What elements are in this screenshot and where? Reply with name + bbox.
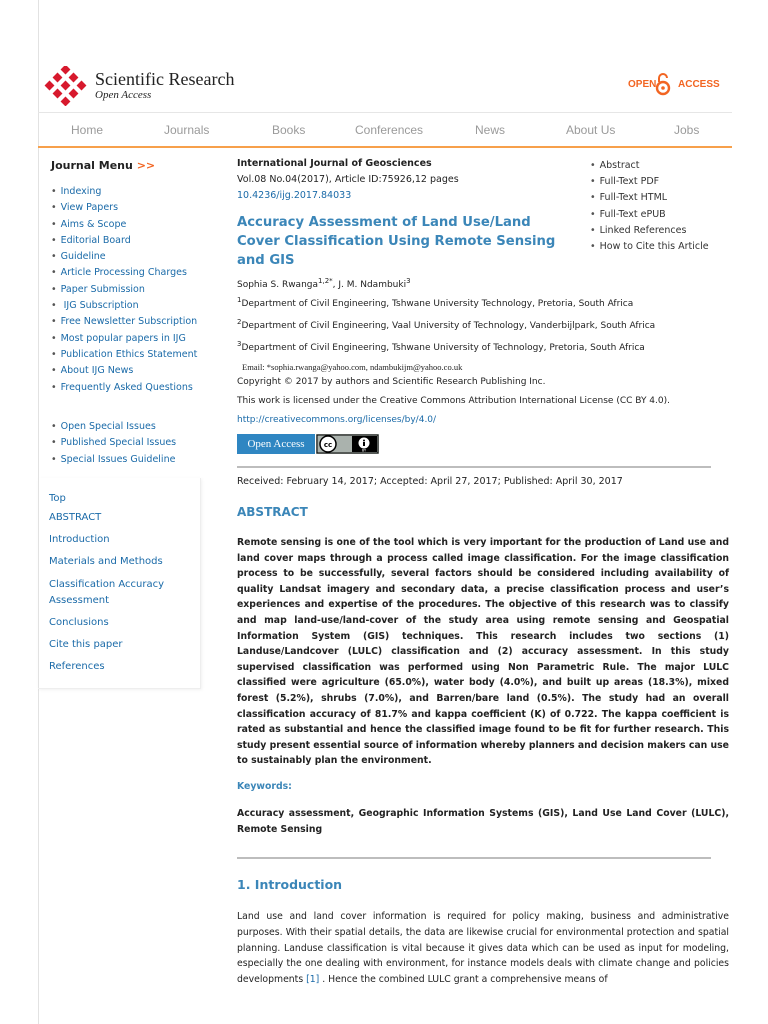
toc-abstract[interactable]: ABSTRACT [49,512,102,523]
journal-menu-arrows: >> [136,159,156,172]
brand-title[interactable]: Scientific Research [95,69,235,89]
affiliation-1-text: Department of Civil Engineering, Tshwane University Technology, Pretoria, South Africa [241,299,634,309]
special-item-guideline[interactable]: • Special Issues Guideline [51,452,176,468]
divider-top [237,466,711,468]
link-abstract[interactable]: • Abstract [590,158,709,174]
link-how-to-cite[interactable]: • How to Cite this Article [590,239,709,255]
link-full-text-epub[interactable]: • Full-Text ePUB [590,207,709,223]
menu-item-paper-submission[interactable]: • Paper Submission [51,282,197,298]
introduction-heading: 1. Introduction [237,877,343,892]
toc-references[interactable]: References [49,661,105,672]
abstract-text: Remote sensing is one of the tool which is very important for the production of Land use and land cover maps through a process called image classification. For the image classification process to be successfully, several factors should be considered including availability of quality Landsat imagery and secondary data, a precise classification process and user’s experiences and expertise of the procedures. The objective of this research was to classify and map land-use/land-cover of the study area using remote sensing and Geospatial Information System (GIS) techniques. This research includes two sections (1) Landuse/Landcover (LULC) classification and (2) accuracy assessment. In this study supervised classification was performed using Non Parametric Rule. The major LULC classified were agriculture (65.0%), water body (4.0%), and built up areas (18.3%), mixed forest (5.2%), shrubs (7.0%), and Barren/bare land (0.5%). The study had an overall classification accuracy of 81.7% and kappa coefficient (K) of 0.722. The kappa coefficient is rated as substantial and hence the classified image found to be fit for further research. This study present essential source of information whereby planners and decision makers can use to sustainably plan the environment. [237,537,729,767]
menu-item-ijg-subscription[interactable]: • IJG Subscription [51,298,197,314]
journal-menu-list [51,184,197,396]
nav-bottom-rule [38,146,732,148]
nav-home[interactable]: Home [71,123,104,137]
toc-conclusions[interactable]: Conclusions [49,617,109,628]
affiliation-2 [237,318,655,331]
menu-item-indexing[interactable]: • Indexing [51,184,197,200]
affiliation-3-text: Department of Civil Engineering, Tshwane University of Technology, Pretoria, South Africa [241,343,645,353]
license-url-link[interactable]: http://creativecommons.org/licenses/by/4.0/ [237,415,437,425]
author-2-affil: 3 [406,277,411,285]
introduction-text [237,909,729,988]
citation-link-1[interactable]: [1] [306,974,320,986]
article-title: Accuracy Assessment of Land Use/Land Cover Classification Using Remote Sensing and GIS [237,215,556,268]
special-item-open[interactable]: • Open Special Issues [51,419,176,435]
nav-top-rule [38,112,732,113]
scirp-logo-icon [44,66,88,106]
menu-item-view-papers[interactable]: • View Papers [51,200,197,216]
toc-cite-paper[interactable]: Cite this paper [49,639,123,650]
divider-bottom [237,857,711,859]
article-dates: Received: February 14, 2017; Accepted: April 27, 2017; Published: April 30, 2017 [237,476,623,487]
author-1-affil: 1,2* [318,277,333,285]
brand-tagline: Open Access [95,89,152,101]
journal-menu-title [51,159,155,172]
menu-item-aims-scope[interactable]: • Aims & Scope [51,217,197,233]
menu-item-editorial-board[interactable]: • Editorial Board [51,233,197,249]
link-full-text-pdf[interactable]: • Full-Text PDF [590,174,709,190]
svg-text:cc: cc [323,441,333,449]
introduction-text-a: Land use and land cover information is required for policy making, business and administrative purposes. With their spatial details, the data are likewise crucial for environmental protection and spatial planning. Landuse classification is vital because it gives data which can be used as input for modeling, especially the one dealing with environment, for instance models deals with climate change and policies developments [237,911,729,986]
menu-item-processing-charges[interactable]: • Article Processing Charges [51,265,197,281]
nav-news[interactable]: News [475,123,506,137]
affiliation-2-text: Department of Civil Engineering, Vaal University of Technology, Vanderbijlpark, South Africa [241,321,656,331]
cc-by-label: BY [361,448,367,453]
author-2: , J. M. Ndambuki [332,280,407,290]
link-full-text-html[interactable]: • Full-Text HTML [590,190,709,206]
nav-conferences[interactable]: Conferences [355,123,424,137]
menu-item-ethics[interactable]: • Publication Ethics Statement [51,347,197,363]
menu-item-popular-papers[interactable]: • Most popular papers in IJG [51,331,197,347]
copyright-notice: Copyright © 2017 by authors and Scientific Research Publishing Inc. [237,377,546,387]
menu-item-faq[interactable]: • Frequently Asked Questions [51,380,197,396]
abstract-heading: ABSTRACT [237,505,308,519]
nav-journals[interactable]: Journals [164,123,210,137]
affiliation-1-sup: 1 [237,296,242,304]
special-issues-list [51,419,176,468]
toc-classification-accuracy[interactable]: Classification Accuracy Assessment [49,579,164,606]
affiliation-3-sup: 3 [237,340,242,348]
volume-info: Vol.08 No.04(2017), Article ID:75926,12 pages [237,174,459,185]
link-linked-references[interactable]: • Linked References [590,223,709,239]
open-access-label-right: ACCESS [678,79,720,90]
doi-link[interactable]: 10.4236/ijg.2017.84033 [237,190,352,201]
menu-item-guideline[interactable]: • Guideline [51,249,197,265]
introduction-text-b: . Hence the combined LULC grant a comprehensive means of [319,974,608,986]
author-1: Sophia S. Rwanga [237,280,319,290]
toc-top[interactable]: Top [49,493,66,504]
nav-about-us[interactable]: About Us [566,123,616,137]
main-nav [38,114,732,146]
keywords-heading: Keywords: [237,781,292,792]
authors [237,277,411,290]
affiliation-1 [237,296,633,309]
journal-name: International Journal of Geosciences [237,158,432,169]
author-emails: Email: *sophia.rwanga@yahoo.com, ndambukijm@yahoo.co.uk [242,362,463,372]
special-item-published[interactable]: • Published Special Issues [51,435,176,451]
menu-item-news[interactable]: • About IJG News [51,363,197,379]
cc-by-badge-icon[interactable] [316,434,379,454]
nav-jobs[interactable]: Jobs [674,123,700,137]
keywords-text: Accuracy assessment, Geographic Information Systems (GIS), Land Use Land Cover (LULC), Remote Sensing [237,808,729,835]
license-notice: This work is licensed under the Creative Commons Attribution International License (CC BY 4.0). [237,396,670,406]
menu-item-newsletter[interactable]: • Free Newsletter Subscription [51,314,197,330]
open-access-label-left: OPEN [628,79,657,90]
toc-introduction[interactable]: Introduction [49,534,110,545]
affiliation-2-sup: 2 [237,318,242,326]
article-links [590,158,709,255]
open-access-badge: Open Access [237,434,315,454]
journal-menu-title-text: Journal Menu [51,159,133,172]
affiliation-3 [237,340,645,353]
toc-materials-methods[interactable]: Materials and Methods [49,556,163,567]
nav-books[interactable]: Books [272,123,306,137]
open-access-lock-icon [655,72,671,96]
